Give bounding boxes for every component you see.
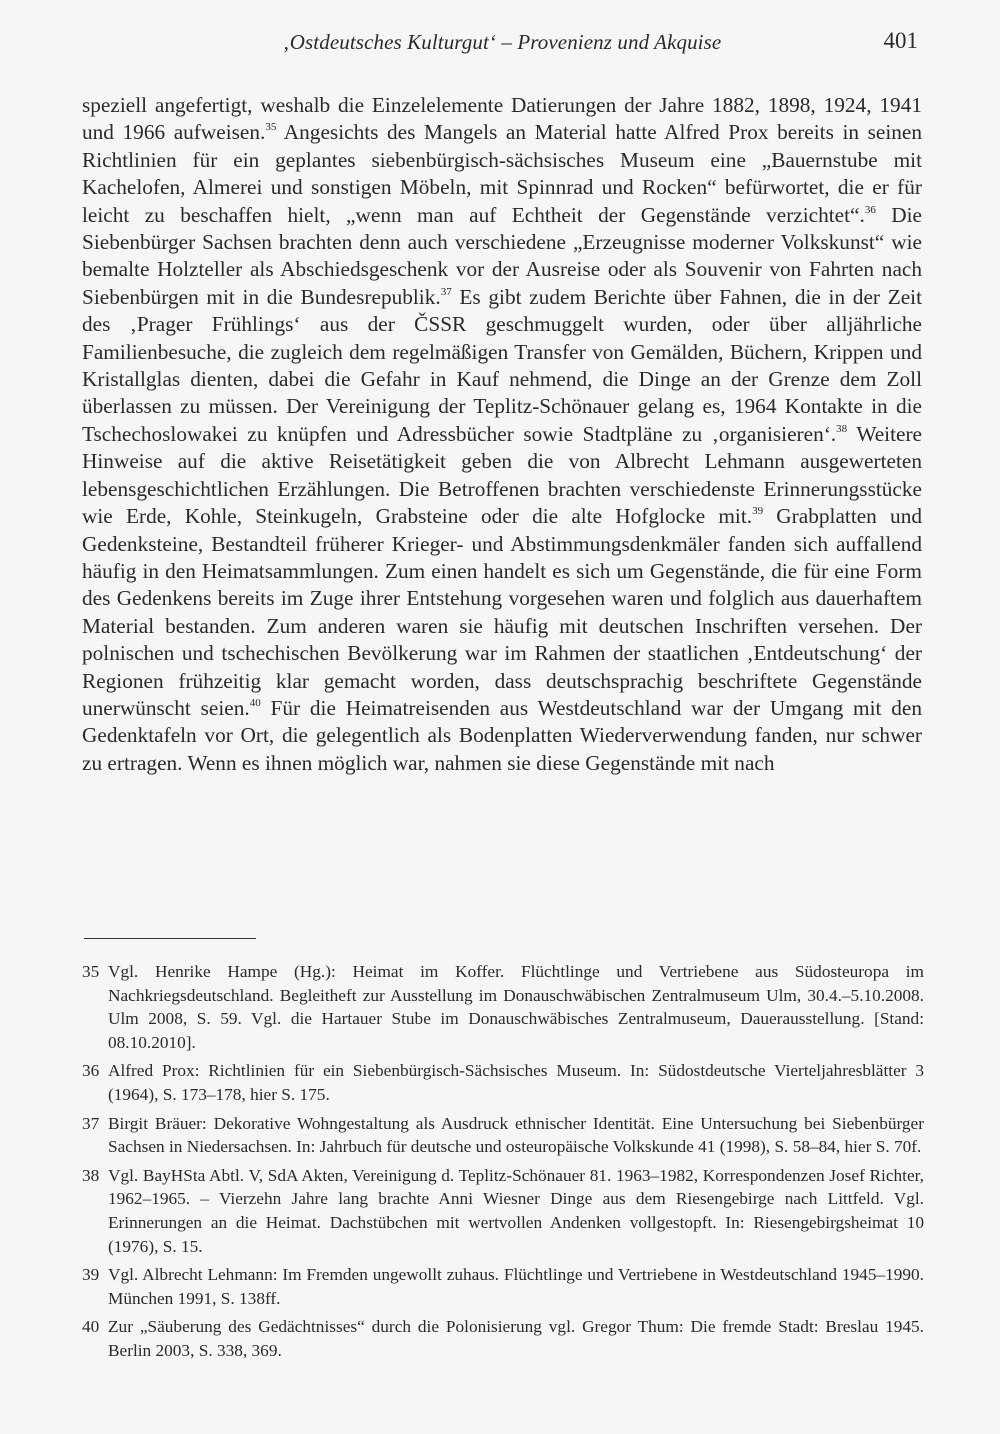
footnote-ref[interactable]: 38 xyxy=(836,422,848,435)
footnote-number: 38 xyxy=(82,1165,100,1185)
page-header xyxy=(82,26,922,62)
footnote-text: Birgit Bräuer: Dekorative Wohngestaltung als Ausdruck ethnischer Identität. Eine Untersuchung bei Siebenbürger Sachsen in Niedersachsen. In: Jahrbuch für deutsche und osteuropäische Volkskunde 41 (1998), S. 58–84, hier S. 70f. xyxy=(108,1113,924,1157)
body-text: speziell angefertigt, weshalb die Einzelelemente Datierungen der Jahre 1882, 1898, 1924, 1941 und 1966 aufweisen. xyxy=(82,93,922,145)
running-title: ‚Ostdeutsches Kulturgut‘ – Provenienz und Akquise xyxy=(282,30,722,54)
body-text: Die Siebenbürger Sachsen brachten denn auch verschiedene „Erzeugnisse moderner Volkskunst“ wie bemalte Holzteller als Abschiedsgeschenk vor der Ausreise oder als Souvenir von Fahrten nach Siebenbürgen mit in die Bundesrepublik. xyxy=(82,202,923,309)
footnote-ref[interactable]: 36 xyxy=(864,203,876,216)
footnote-text: Vgl. BayHSta Abtl. V, SdA Akten, Vereinigung d. Teplitz-Schönauer 81. 1963–1982, Korrespondenzen Josef Richter, 1962–1965. – Vierzehn Jahre lang brachte Anni Wiesner Dinge aus dem Riesengebirge nach Littfeld. Vgl. Erinnerungen an die Heimat. Dachstübchen mit wertvollen Andenken vollgestopft. In: Riesengebirgsheimat 10 (1976), S. 15. xyxy=(108,1165,924,1256)
footnote-ref[interactable]: 37 xyxy=(440,285,452,298)
footnote xyxy=(82,1112,924,1159)
main-text xyxy=(82,92,922,777)
footnotes xyxy=(82,960,924,1368)
footnote-text: Vgl. Henrike Hampe (Hg.): Heimat im Koffer. Flüchtlinge und Vertriebene aus Südosteuropa im Nachkriegsdeutschland. Begleitheft zur Ausstellung im Donauschwäbischen Zentralmuseum Ulm, 30.4.–5.10.2008. Ulm 2008, S. 59. Vgl. die Hartauer Stube im Donauschwäbisches Zentralmuseum, Dauerausstellung. [Stand: 08.10.2010]. xyxy=(108,962,924,1052)
body-text: Grabplatten und Gedenksteine, Bestandteil früherer Krieger- und Abstimmungsdenkmäler fanden sich auffallend häufig in den Heimatsammlungen. Zum einen handelt es sich um Gegenstände, die für eine Form des Gedenkens bereits im Zuge ihrer Entstehung vorgesehen waren und folglich aus dauerhaftem Material bestanden. Zum anderen waren sie häufig mit deutschen Inschriften versehen. Der polnischen und tschechischen Bevölkerung war im Rahmen der staatlichen ‚Entdeutschung‘ der Regionen frühzeitig klar gemacht worden, dass deutschsprachig beschriftete Gegenstände unerwünscht seien. xyxy=(82,504,922,720)
footnote-ref[interactable]: 40 xyxy=(249,696,261,709)
footnote xyxy=(82,960,924,1054)
body-text: Es gibt zudem Berichte über Fahnen, die in der Zeit des ‚Prager Frühlings‘ aus der ČSSR geschmuggelt wurden, oder über alljährliche Familienbesuche, die zugleich dem regelmäßigen Transfer von Gemälden, Büchern, Krippen und Kristallglas dienten, dabei die Gefahr in Kauf nehmend, die Dinge an der Grenze dem Zoll überlassen zu müssen. Der Vereinigung der Teplitz-Schönauer gelang es, 1964 Kontakte in die Tschechoslowakei zu knüpfen und Adressbücher sowie Stadtpläne zu ‚organisieren‘. xyxy=(82,284,922,446)
footnote-separator xyxy=(84,938,256,939)
footnote xyxy=(82,1164,924,1258)
footnote-number: 40 xyxy=(82,1317,100,1337)
footnote-ref[interactable]: 35 xyxy=(265,121,277,134)
body-text: Weitere Hinweise auf die aktive Reisetätigkeit geben die von Albrecht Lehmann ausgewerteten lebensgeschichtlichen Erzählungen. Die Betroffenen brachten verschiedenste Erinnerungsstücke wie Erde, Kohle, Steinkugeln, Grabsteine oder die alte Hofglocke mit. xyxy=(82,421,922,529)
footnote xyxy=(82,1315,924,1362)
footnote-number: 39 xyxy=(82,1265,100,1285)
footnote-ref[interactable]: 39 xyxy=(752,505,764,517)
body-text: Angesichts des Mangels an Material hatte Alfred Prox bereits in seinen Richtlinien für ein geplantes siebenbürgisch-sächsisches Museum eine „Bauernstube mit Kachelofen, Almerei und sonstigen Möbeln, mit Spinnrad und Rocken“ befürwortet, die er für leicht zu beschaffen hielt, „wenn man auf Echtheit der Gegenstände verzichtet“. xyxy=(82,120,922,227)
footnote-number: 36 xyxy=(82,1061,100,1081)
page-number: 401 xyxy=(883,28,918,53)
body-paragraph xyxy=(82,92,922,777)
footnote-text: Vgl. Albrecht Lehmann: Im Fremden ungewollt zuhaus. Flüchtlinge und Vertriebene in Westdeutschland 1945–1990. München 1991, S. 138ff. xyxy=(108,1265,924,1308)
footnote-number: 35 xyxy=(82,962,100,981)
footnote xyxy=(82,1059,924,1106)
footnote-text: Alfred Prox: Richtlinien für ein Siebenbürgisch-Sächsisches Museum. In: Südostdeutsche Vierteljahresblätter 3 (1964), S. 173–178, hier S. 175. xyxy=(108,1061,924,1104)
body-text: Für die Heimatreisenden aus Westdeutschland war der Umgang mit den Gedenktafeln vor Ort, die gelegentlich als Bodenplatten Wiederverwendung fanden, nur schwer zu ertragen. Wenn es ihnen möglich war, nahmen sie diese Gegenstände mit nach xyxy=(82,695,922,775)
footnote-number: 37 xyxy=(82,1113,100,1133)
footnote xyxy=(82,1263,924,1310)
footnote-text: Zur „Säuberung des Gedächtnisses“ durch die Polonisierung vgl. Gregor Thum: Die fremde Stadt: Breslau 1945. Berlin 2003, S. 338, 369. xyxy=(108,1317,924,1360)
